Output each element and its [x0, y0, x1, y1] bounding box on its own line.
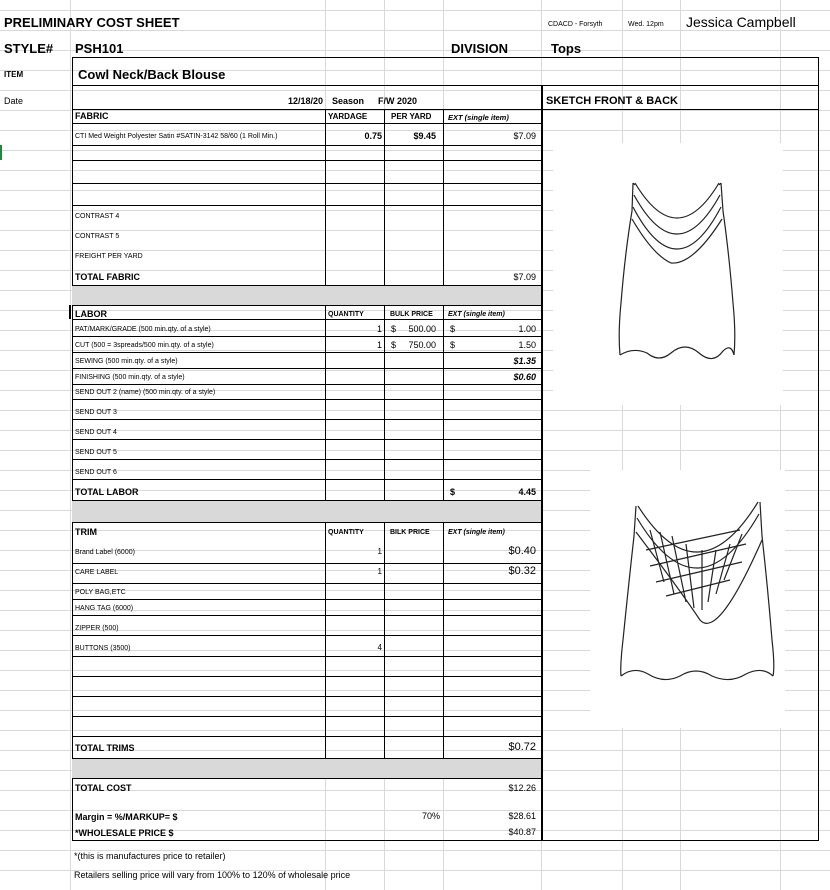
rule: [325, 522, 326, 758]
fabric-item-desc: CTI Med Weight Polyester Satin #SATIN-3142 58/60 (1 Roll Min.): [75, 133, 278, 140]
labor-row-label: CUT (500 = 3spreads/500 min.qty. of a style): [75, 342, 214, 349]
grid-row-line: [0, 810, 830, 811]
total-labor-symbol: $: [450, 487, 456, 497]
trim-col-ext: EXT (single item): [448, 529, 505, 536]
class-time: Wed. 12pm: [628, 21, 664, 28]
wholesale-note: *(this is manufactures price to retailer): [74, 851, 226, 861]
rule: [72, 479, 541, 480]
trim-col-quantity: QUANTITY: [328, 529, 364, 536]
style-label: STYLE#: [4, 41, 54, 56]
rule: [72, 439, 541, 440]
labor-col-quantity: QUANTITY: [328, 311, 364, 318]
labor-row-quantity: 1: [376, 324, 382, 334]
rule: [72, 676, 541, 677]
fabric-yardage: 0.75: [364, 131, 382, 141]
division-label: DIVISION: [451, 41, 509, 56]
rule: [72, 183, 541, 184]
total-labor-value: 4.45: [518, 487, 536, 497]
labor-row-bulk-price: 750.00: [408, 340, 436, 350]
rule: [72, 656, 541, 657]
grid-column-line: [680, 0, 681, 890]
grid-column-line: [780, 0, 781, 890]
designer-name: Jessica Campbell: [686, 14, 796, 30]
contrast-5: CONTRAST 5: [75, 233, 120, 240]
fabric-col-per-yard: PER YARD: [391, 112, 432, 121]
labor-row-label: SEND OUT 6: [75, 469, 117, 476]
margin-percent: 70%: [421, 811, 440, 821]
rule: [72, 583, 541, 584]
grid-row-line: [0, 110, 830, 111]
grid-row-line: [0, 50, 830, 51]
rule: [541, 85, 543, 840]
rule: [72, 305, 541, 306]
sketch-label: SKETCH FRONT & BACK: [546, 95, 678, 107]
rule: [325, 109, 326, 285]
rule: [325, 305, 326, 500]
item-label: ITEM: [4, 70, 24, 79]
labor-row-bulk-symbol: $: [391, 324, 397, 334]
wholesale-value: $40.87: [508, 827, 536, 837]
rule: [72, 319, 541, 320]
labor-row-ext-symbol: $: [450, 340, 456, 350]
rule: [443, 305, 444, 500]
rule: [72, 635, 541, 636]
grid-row-line: [0, 450, 830, 451]
season-label: Season: [332, 96, 365, 106]
total-cost-value: $12.26: [508, 783, 536, 793]
course-label: CDACD - Forsyth: [548, 21, 603, 28]
labor-col-bulk: BULK PRICE: [390, 311, 433, 318]
grid-column-line: [622, 0, 623, 890]
rule: [72, 109, 818, 110]
labor-row-bulk-symbol: $: [391, 340, 397, 350]
division-value: Tops: [551, 41, 582, 56]
fabric-per-yard: $9.45: [413, 131, 436, 141]
trim-heading: TRIM: [75, 527, 97, 537]
separator-band: [72, 286, 541, 305]
sketch-back-panel: [590, 470, 785, 728]
margin-label: Margin = %/MARKUP= $: [75, 812, 178, 822]
rule: [72, 399, 541, 400]
trim-row-label: CARE LABEL: [75, 569, 119, 576]
trim-row-ext: $0.32: [508, 565, 536, 577]
margin-value: $28.61: [508, 811, 536, 821]
item-value: Cowl Neck/Back Blouse: [78, 67, 226, 82]
rule: [818, 57, 819, 840]
rule: [72, 57, 73, 840]
trim-row-quantity: 1: [377, 567, 382, 576]
contrast-4: CONTRAST 4: [75, 213, 120, 220]
labor-row-label: SEND OUT 3: [75, 409, 117, 416]
rule: [72, 563, 541, 564]
freight-per-yard: FREIGHT PER YARD: [75, 253, 143, 260]
labor-col-ext: EXT (single item): [448, 311, 505, 318]
rule: [72, 840, 819, 841]
total-fabric-value: $7.09: [513, 272, 536, 282]
labor-row-ext-symbol: $: [450, 324, 456, 334]
selected-row-marker: [0, 145, 2, 160]
labor-row-label: SEND OUT 2 (name) (500 min.qty. of a style): [75, 389, 216, 396]
total-cost-label: TOTAL COST: [75, 783, 132, 793]
style-number: PSH101: [75, 41, 124, 56]
rule: [72, 205, 541, 206]
trim-row-label: POLY BAG,ETC: [75, 589, 126, 596]
retail-note: Retailers selling price will vary from 100% to 120% of wholesale price: [74, 870, 351, 880]
date-value: 12/18/20: [287, 96, 323, 106]
rule: [72, 615, 541, 616]
rule: [72, 368, 541, 369]
labor-row-ext: 1.50: [518, 340, 536, 350]
rule: [384, 305, 385, 500]
labor-row-label: SEND OUT 5: [75, 449, 117, 456]
season-value: F/W 2020: [378, 96, 418, 106]
grid-row-line: [0, 30, 830, 31]
rule: [72, 352, 541, 353]
trim-row-label: Brand Label (6000): [75, 549, 135, 556]
labor-row-label: SEND OUT 4: [75, 429, 117, 436]
labor-row-bulk-price: 500.00: [408, 324, 436, 334]
labor-row-label: SEWING (500 min.qty. of a style): [75, 358, 178, 365]
rule: [72, 123, 541, 124]
labor-row-label: FINISHING (500 min.qty. of a style): [75, 374, 185, 381]
rule: [384, 109, 385, 285]
rule: [72, 384, 541, 385]
trim-row-ext: $0.40: [508, 545, 536, 557]
rule: [72, 599, 541, 600]
wholesale-label: *WHOLESALE PRICE $: [75, 828, 174, 838]
labor-row-quantity: 1: [376, 340, 382, 350]
grid-row-line: [0, 730, 830, 731]
fabric-ext: $7.09: [513, 131, 536, 141]
date-label: Date: [4, 96, 24, 106]
total-trims-value: $0.72: [508, 741, 536, 753]
blouse-front-sketch: [553, 143, 783, 405]
labor-row-ext: 1.00: [518, 324, 536, 334]
rule: [72, 459, 541, 460]
trim-row-label: BUTTONS (3500): [75, 645, 131, 652]
labor-row-label: PAT/MARK/GRADE (500 min.qty. of a style): [75, 326, 211, 333]
rule: [443, 109, 444, 285]
labor-row-ext: $0.60: [513, 372, 536, 382]
total-trims-label: TOTAL TRIMS: [75, 743, 135, 753]
grid-row-line: [0, 430, 830, 431]
grid-row-line: [0, 90, 830, 91]
total-labor-label: TOTAL LABOR: [75, 487, 139, 497]
trim-col-bulk: BILK PRICE: [390, 529, 430, 536]
fabric-col-yardage: YARDAGE: [328, 112, 368, 121]
sketch-front-panel: [553, 143, 783, 405]
trim-row-label: ZIPPER (500): [75, 625, 119, 632]
rule: [384, 522, 385, 758]
grid-row-line: [0, 410, 830, 411]
rule: [72, 778, 541, 779]
rule: [72, 696, 541, 697]
rule: [72, 522, 541, 523]
trim-row-label: HANG TAG (6000): [75, 605, 134, 612]
rule: [72, 336, 541, 337]
grid-row-line: [0, 10, 830, 11]
separator-band: [72, 759, 541, 778]
rule: [72, 57, 819, 58]
rule: [72, 160, 541, 161]
labor-heading: LABOR: [75, 309, 107, 319]
fabric-col-ext: EXT (single item): [448, 113, 509, 122]
trim-row-quantity: 1: [377, 547, 382, 556]
trim-row-quantity: 4: [377, 643, 382, 652]
fabric-heading: FABRIC: [75, 111, 109, 121]
sheet-title: PRELIMINARY COST SHEET: [4, 15, 180, 30]
rule: [72, 736, 541, 737]
labor-row-ext: $1.35: [513, 356, 536, 366]
rule: [72, 716, 541, 717]
rule: [69, 305, 71, 319]
grid-column-line: [70, 0, 71, 890]
rule: [72, 419, 541, 420]
rule: [72, 85, 819, 86]
blouse-back-sketch: [590, 470, 785, 728]
rule: [443, 522, 444, 758]
total-fabric-label: TOTAL FABRIC: [75, 272, 140, 282]
rule: [72, 145, 541, 146]
separator-band: [72, 501, 541, 522]
